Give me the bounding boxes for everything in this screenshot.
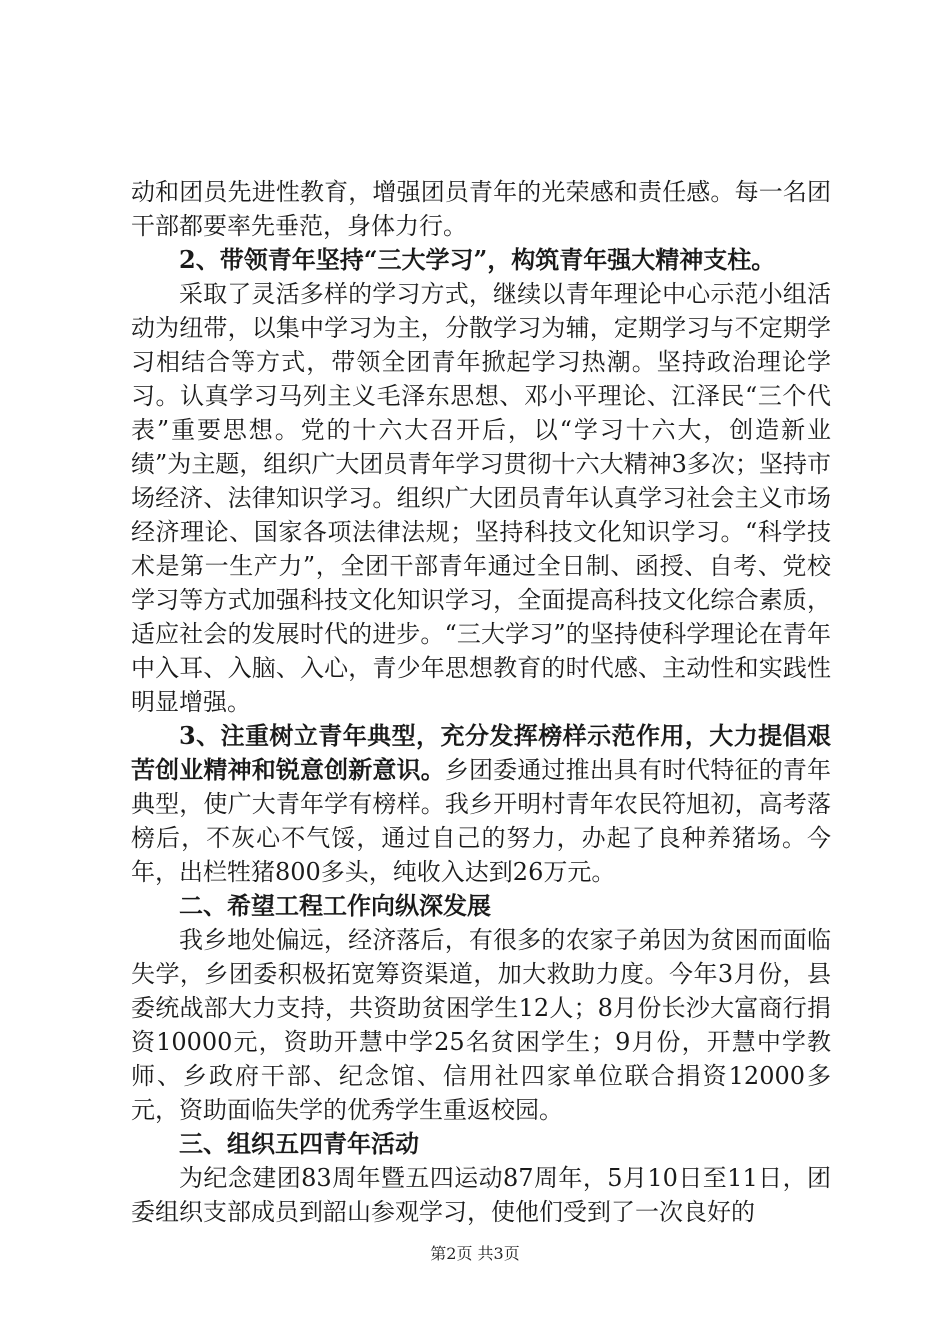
section-heading-may-fourth: 三、组织五四青年活动 xyxy=(179,1129,419,1158)
paragraph-youth-models-body: 乡团委通过推出具有时代特征的青年典型，使广大青年学有榜样。我乡开明村青年农民符旭初，高考落榜后，不灰心不气馁，通过自己的努力，办起了良种养猪场。今年，出栏牲猪800多头，纯收入达到26万元。 xyxy=(131,756,832,886)
document-body xyxy=(131,175,831,1229)
paragraph-hope-project: 我乡地处偏远，经济落后，有很多的农家子弟因为贫困而面临失学，乡团委积极拓宽筹资渠道，加大救助力度。今年3月份，县委统战部大力支持，共资助贫困学生12人；8月份长沙大富商行捐资10000元，资助开慧中学25名贫困学生；9月份，开慧中学教师、乡政府干部、纪念馆、信用社四家单位联合捐资12000多元，资助面临失学的优秀学生重返校园。 xyxy=(131,926,831,1124)
section-heading-three-studies: 2、带领青年坚持“三大学习”，构筑青年强大精神支柱。 xyxy=(179,245,776,274)
page-number-footer: 第2页 共3页 xyxy=(430,1244,520,1263)
paragraph-youth-models xyxy=(131,719,831,889)
section-heading-hope-project: 二、希望工程工作向纵深发展 xyxy=(179,891,491,920)
paragraph-study-methods: 采取了灵活多样的学习方式，继续以青年理论中心示范小组活动为纽带，以集中学习为主，分散学习为辅，定期学习与不定期学习相结合等方式，带领全团青年掀起学习热潮。坚持政治理论学习。认真学习马列主义毛泽东思想、邓小平理论、江泽民“三个代表”重要思想。党的十六大召开后，以“学习十六大，创造新业绩”为主题，组织广大团员青年学习贯彻十六大精神3多次；坚持市场经济、法律知识学习。组织广大团员青年认真学习社会主义市场经济理论、国家各项法律法规；坚持科技文化知识学习。“科学技术是第一生产力”，全团干部青年通过全日制、函授、自考、党校学习等方式加强科技文化知识学习，全面提高科技文化综合素质，适应社会的发展时代的进步。“三大学习”的坚持使科学理论在青年中入耳、入脑、入心，青少年思想教育的时代感、主动性和实践性明显增强。 xyxy=(131,280,831,716)
paragraph-youth-models-heading: 3、注重树立青年典型，充分发挥榜样示范作用，大力提倡艰苦创业精神和锐意创新意识。 xyxy=(131,721,831,784)
paragraph-may-fourth: 为纪念建团83周年暨五四运动87周年，5月10日至11日，团委组织支部成员到韶山参观学习，使他们受到了一次良好的 xyxy=(131,1164,831,1226)
paragraph-continuation: 动和团员先进性教育，增强团员青年的光荣感和责任感。每一名团干部都要率先垂范，身体力行。 xyxy=(131,178,831,240)
